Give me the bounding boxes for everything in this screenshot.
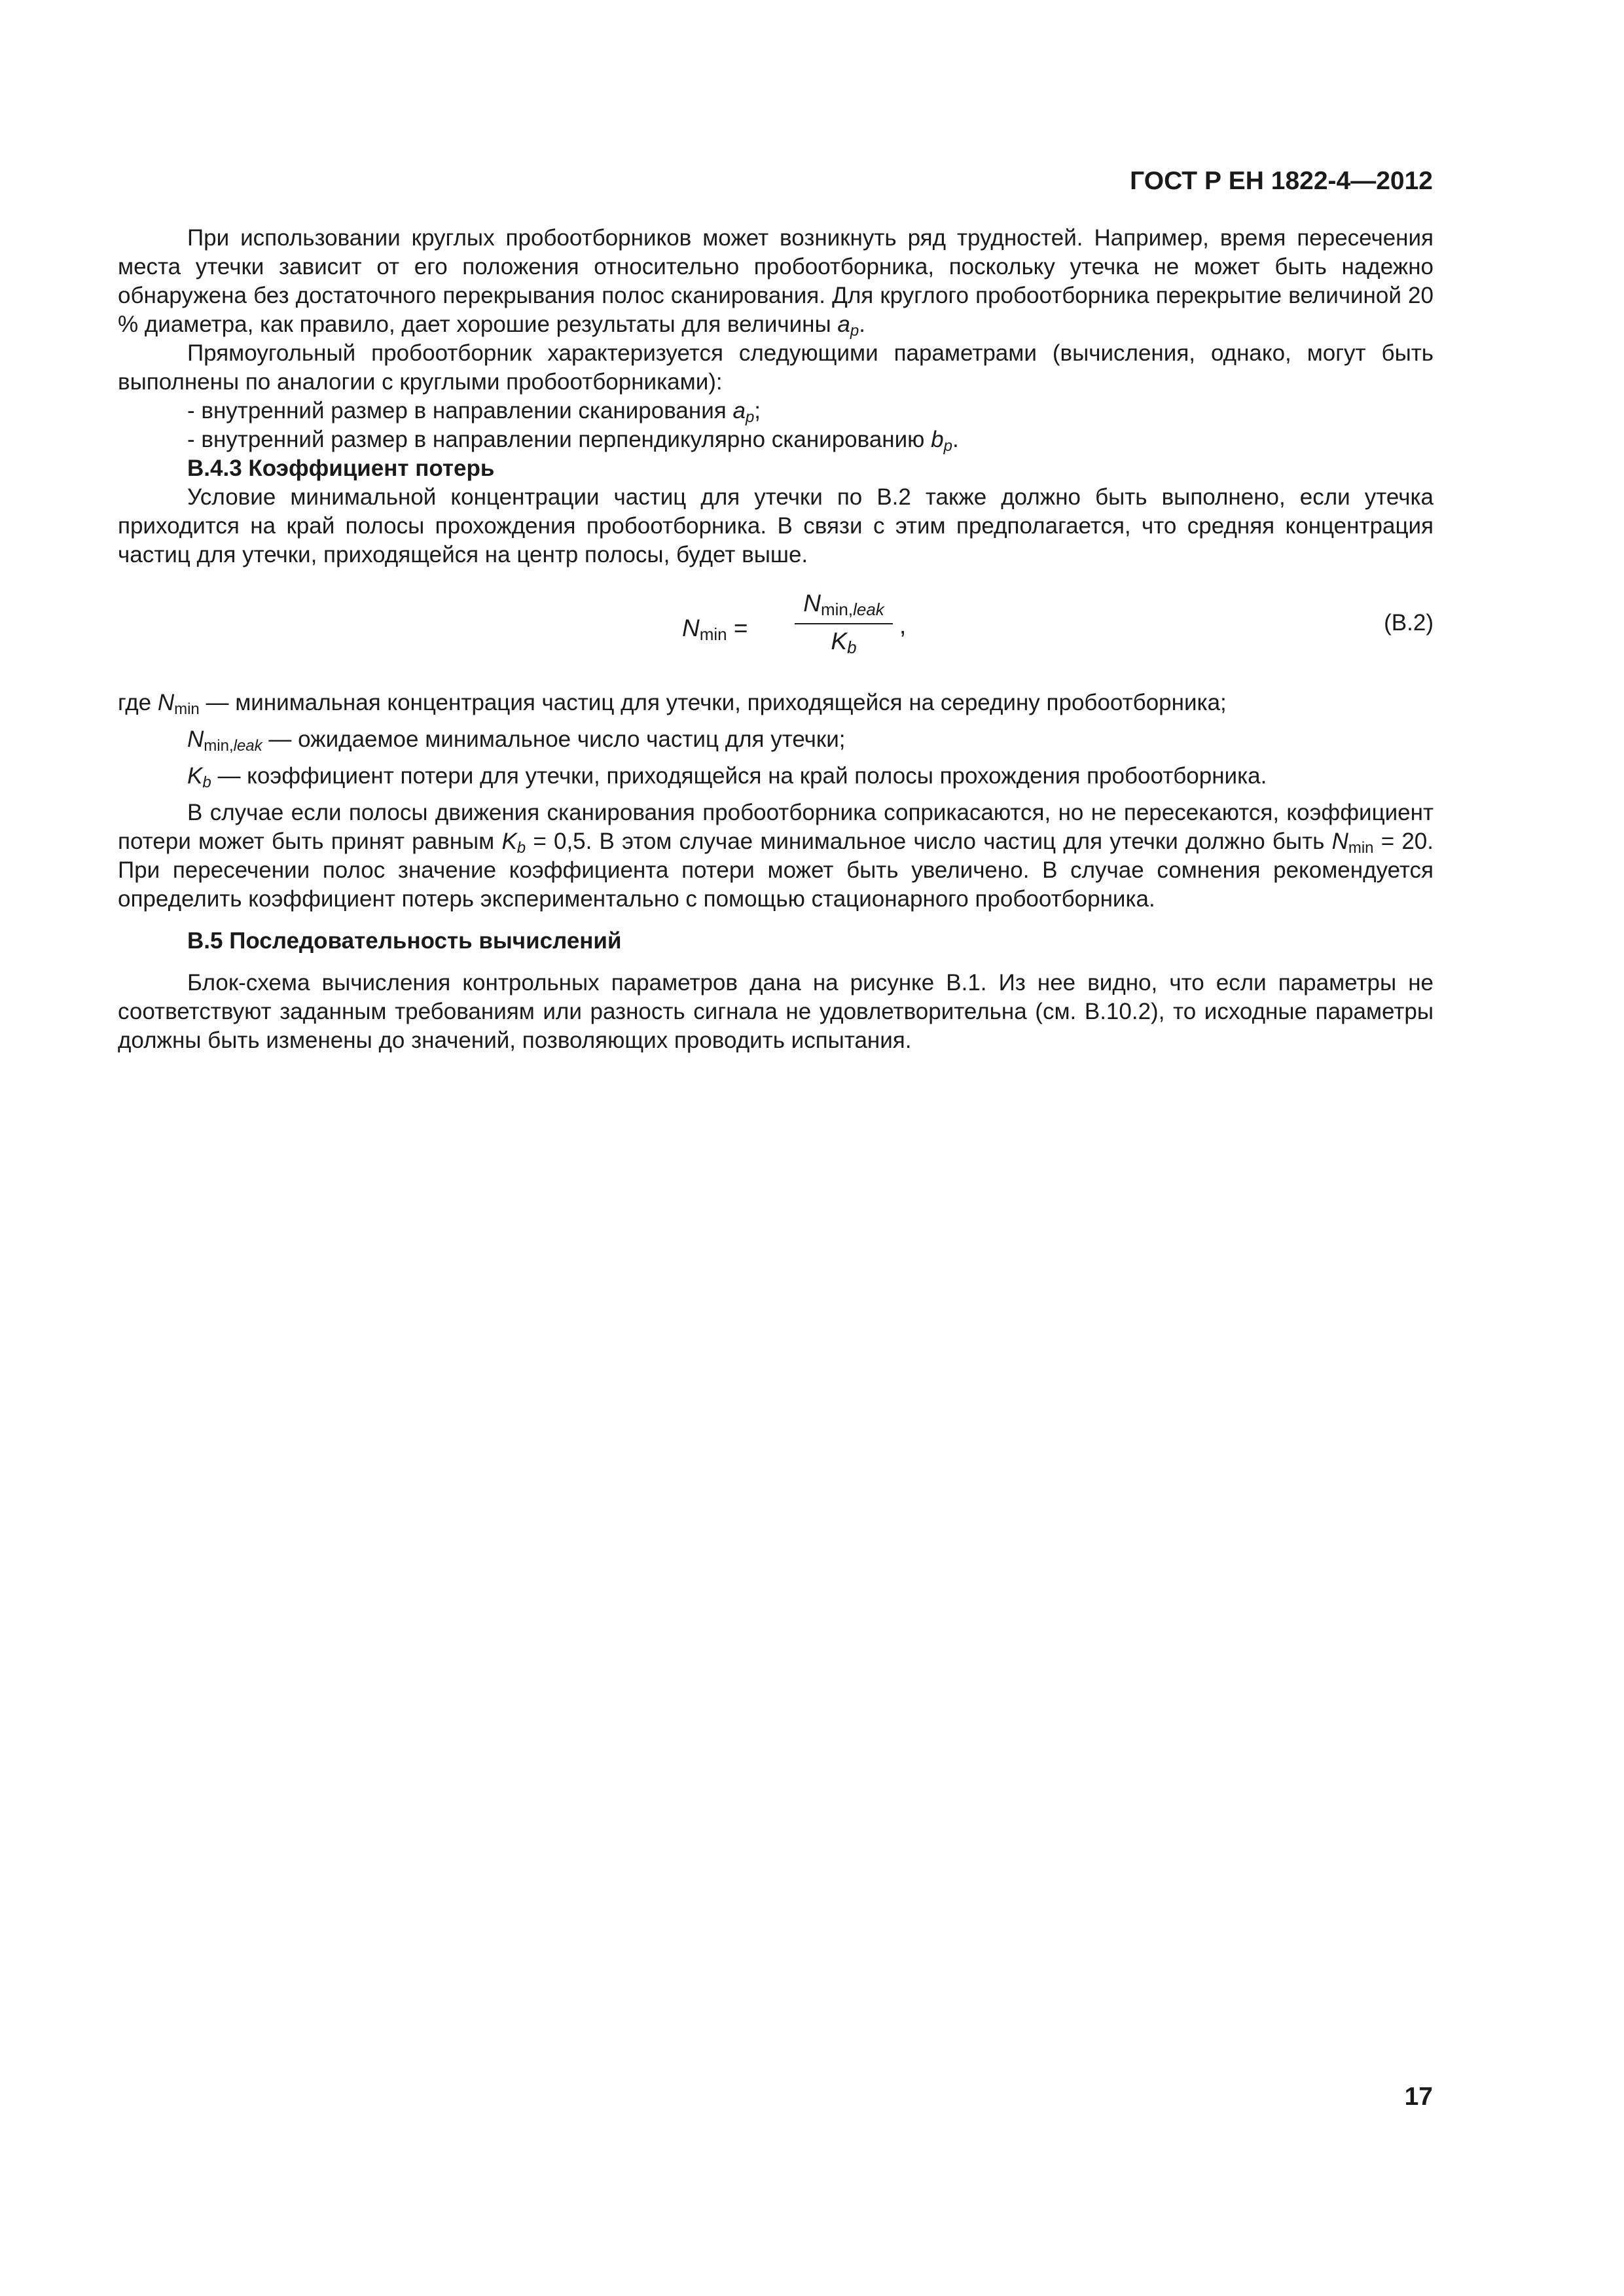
formula-b2 — [118, 585, 1434, 670]
paragraph-overlap: В случае если полосы движения сканирования пробоотборника соприкасаются, но не пересекаются, коэффициент потери может быть принят равным $K_b = 0,5$. В этом случае минимальное число частиц для утечки должно быть $N_{min} = 20$. При пересечении полос значение коэффициента потери может быть увеличено. В случае сомнения рекомендуется определить коэффициент потерь экспериментально с помощью стационарного пробоотборника. — [118, 800, 1434, 912]
fraction-denominator: Kb — [831, 628, 857, 657]
formula-lhs: Nmin = — [682, 615, 748, 644]
formula-fraction — [795, 585, 893, 670]
variable-b: b — [931, 427, 944, 452]
subscript-p: p — [850, 322, 859, 340]
paragraph-round-probe: При использовании круглых пробоотборников может возникнуть ряд трудностей. Например, время пересечения места утечки зависит от его положения относительно пробоотборника, поскольку утечка не может быть надежно обнаружена без достаточного перекрывания полос сканирования. Для круглого пробоотборника перекрытие величиной 20 % диаметра, как правило, дает хорошие результаты для величины $a_p$. — [118, 225, 1434, 340]
paragraph-rect-probe: Прямоугольный пробоотборник характеризуется следующими параметрами (вычисления, однако, могут быть выполнены по аналогии с круглыми пробоотборниками): — [118, 340, 1434, 395]
explanation-item-kb: $K_b$ — коэффициент потери для утечки, приходящейся на край полосы прохождения пробоотборника. — [187, 763, 1267, 791]
variable-a: a — [837, 312, 850, 337]
subscript-p: p — [943, 437, 952, 455]
page-number: 17 — [1404, 2083, 1433, 2111]
explanation-item-nminleak: $N_{min,leak}$ — ожидаемое минимальное число частиц для утечки; — [187, 726, 846, 755]
equals-sign: = — [733, 615, 748, 641]
explanation-item-nmin: где $N_{min}$ — минимальная концентрация частиц для утечки, приходящейся на середину пробоотборника; — [118, 690, 1227, 718]
list-item-perpendicular: - внутренний размер в направлении перпендикулярно сканированию $b_p$. — [187, 427, 959, 455]
formula-comma: , — [899, 612, 907, 639]
paragraph-calculation-sequence: Блок-схема вычисления контрольных параметров дана на рисунке В.1. Из нее видно, что если параметры не соответствуют заданным требованиям или разность сигнала не удовлетворительна (см. В.10.2), то исходные параметры должны быть изменены до значений, позволяющих проводить испытания. — [118, 970, 1434, 1053]
subscript-p: p — [745, 408, 755, 426]
paragraph-text: При использовании круглых пробоотборников может возникнуть ряд трудностей. Например, время пересечения места утечки зависит от его положения относительно пробоотборника, поскольку утечка не может быть надежно обнаружена без достаточного перекрывания полос сканирования. Для круглого пробоотборника перекрытие величиной 20 % диаметра, как правило, дает хорошие результаты для величины — [118, 225, 1434, 337]
paragraph-loss-coefficient: Условие минимальной концентрации частиц для утечки по В.2 также должно быть выполнено, если утечка приходится на край полосы прохождения пробоотборника. В связи с этим предполагается, что средняя концентрация частиц для утечки, приходящейся на центр полосы, будет выше. — [118, 484, 1434, 567]
page-content — [118, 224, 1434, 1055]
section-heading-b5: В.5 Последовательность вычислений — [187, 928, 622, 954]
variable-a: a — [732, 398, 746, 423]
section-heading-b43: В.4.3 Коэффициент потерь — [187, 456, 495, 481]
fraction-numerator: Nmin,leak — [803, 590, 884, 619]
list-item-scan-direction: - внутренний размер в направлении сканирования $a_p$; — [187, 398, 761, 426]
formula-explanation — [118, 689, 1434, 791]
fraction-bar — [795, 623, 893, 624]
standard-code: ГОСТ Р ЕН 1822-4—2012 — [1130, 167, 1433, 195]
formula-number: (В.2) — [1384, 610, 1434, 636]
